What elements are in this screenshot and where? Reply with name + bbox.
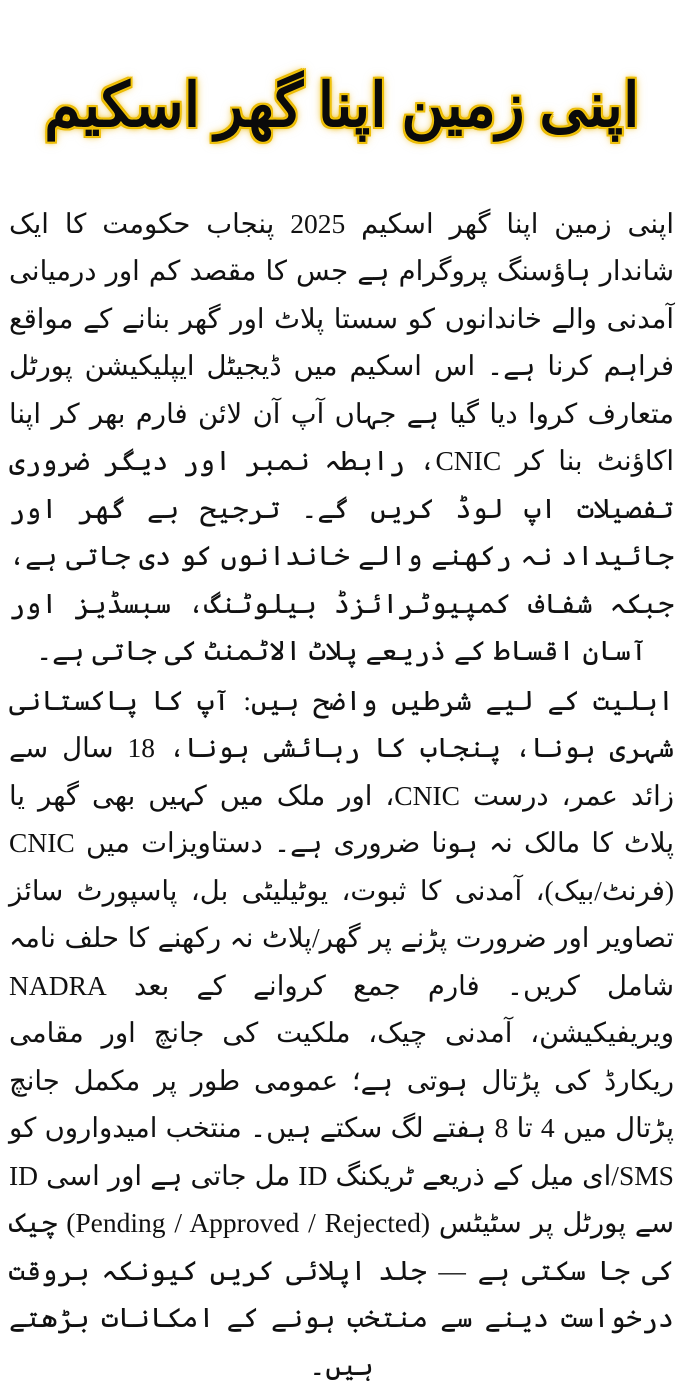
body-paragraph-1: اپنی زمین اپنا گھر اسکیم 2025 پنجاب حکومت کا ایک شاندار ہاؤسنگ پروگرام ہے جس کا مقصد کم اور درمیانی آمدنی والے خاندانوں کو سستا پلاٹ اور گھر بنانے کے مواقع فراہم کرنا ہے۔ اس اسکیم میں ڈیجیٹل ایپلیکیشن پورٹل متعارف کروا دیا گیا ہے جہاں آپ آن لائن فارم بھر کر اپنا اکاؤنٹ بنا کر CNIC، رابطہ نمبر اور دیگر ضروری تفصیلات اپ لوڈ کریں گے۔ ترجیح بے گھر اور جائیداد نہ رکھنے والے خاندانوں کو دی جاتی ہے، جبکہ شفاف کمپیوٹرائزڈ بیلوٹنگ، سبسڈیز اور آسان اقساط کے ذریعے پلاٹ الاٹمنٹ کی جاتی ہے۔: [9, 207, 674, 667]
article-body: [0, 192, 683, 1389]
title-block: [0, 0, 683, 192]
page-title: اپنی زمین اپنا گھر اسکیم: [43, 72, 640, 140]
body-paragraph-2: اہلیت کے لیے شرطیں واضح ہیں: آپ کا پاکستانی شہری ہونا، پنجاب کا رہائشی ہونا، 18 سال سے زائد عمر، درست CNIC، اور ملک میں کہیں بھی گھر یا پلاٹ کا مالک نہ ہونا ضروری ہے۔ دستاویزات میں CNIC (فرنٹ/بیک)، آمدنی کا ثبوت، یوٹیلیٹی بل، پاسپورٹ سائز تصاویر اور ضرورت پڑنے پر گھر/پلاٹ نہ رکھنے کا حلف نامہ شامل کریں۔ فارم جمع کروانے کے بعد NADRA ویریفیکیشن، آمدنی چیک، ملکیت کی جانچ اور مقامی ریکارڈ کی پڑتال ہوتی ہے؛ عمومی طور پر مکمل جانچ پڑتال میں 4 تا 8 ہفتے لگ سکتے ہیں۔ منتخب امیدواروں کو SMS/ای میل کے ذریعے ٹریکنگ ID مل جاتی ہے اور اسی ID سے پورٹل پر سٹیٹس (Pending / Approved / Rejected) چیک کی جا سکتی ہے — جلد اپلائی کریں کیونکہ بروقت درخواست دینے سے منتخب ہونے کے امکانات بڑھتے ہیں۔: [9, 684, 675, 1381]
